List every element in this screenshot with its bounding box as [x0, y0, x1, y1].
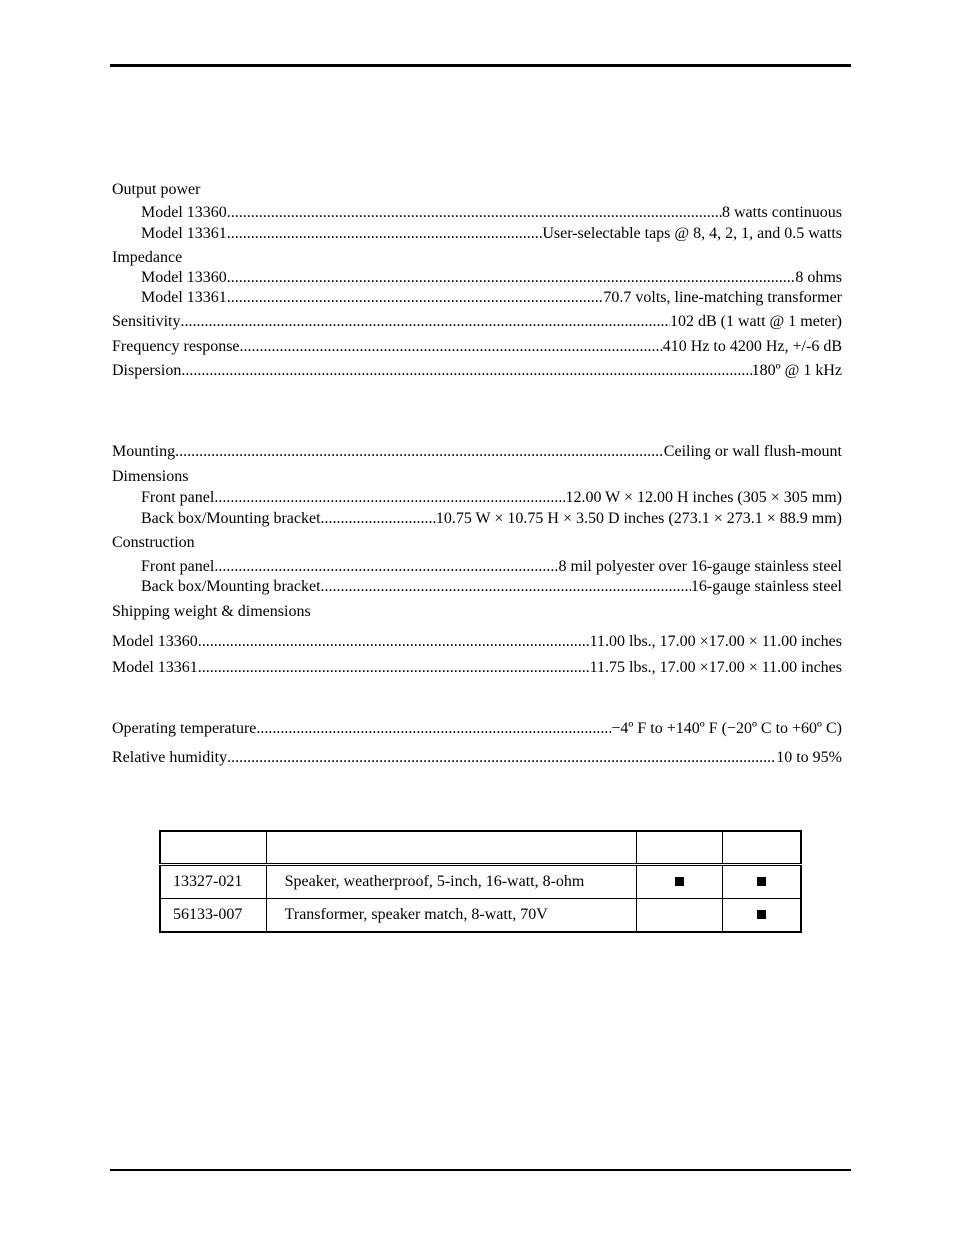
- table-header-row: [160, 831, 801, 865]
- spec-value: 10 to 95%: [776, 749, 842, 766]
- humidity-row: [112, 748, 842, 768]
- model-13361-cell: [722, 899, 801, 933]
- spec-value: 102 dB (1 watt @ 1 meter): [669, 313, 842, 330]
- spec-value: 10.75 W × 10.75 H × 3.50 D inches (273.1 × 273.1 × 88.9 mm): [435, 510, 842, 527]
- shipping-13361-row: [112, 658, 842, 678]
- spec-label: Operating temperature: [112, 720, 257, 737]
- part-number-cell: 56133-007: [160, 899, 266, 933]
- spec-value: 12.00 W × 12.00 H inches (305 × 305 mm): [565, 489, 842, 506]
- dot-leader: [227, 224, 543, 244]
- impedance-13360-row: [141, 268, 842, 288]
- spec-label: Front panel: [141, 489, 215, 506]
- spec-label: Dispersion: [112, 362, 182, 379]
- output-power-heading: Output power: [112, 181, 201, 198]
- spec-label: Back box/Mounting bracket: [141, 578, 321, 595]
- table-row: [160, 865, 801, 899]
- dot-leader: [240, 337, 663, 357]
- spec-value: 8 ohms: [795, 269, 842, 286]
- header-part-number: [160, 831, 266, 865]
- temperature-row: [112, 719, 842, 739]
- filled-square-icon: [757, 910, 766, 919]
- construction-heading: Construction: [112, 534, 195, 551]
- dot-leader: [227, 288, 604, 308]
- spec-label: Model 13360: [141, 269, 227, 286]
- model-13360-cell: [637, 899, 723, 933]
- dot-leader: [198, 632, 590, 652]
- spec-value: 16-gauge stainless steel: [690, 578, 842, 595]
- dot-leader: [180, 312, 670, 332]
- filled-square-icon: [675, 877, 684, 886]
- model-13360-cell: [637, 865, 723, 899]
- spec-value: 11.75 lbs., 17.00 ×17.00 × 11.00 inches: [589, 659, 842, 676]
- dot-leader: [321, 509, 436, 529]
- spec-value: 410 Hz to 4200 Hz, +/-6 dB: [662, 338, 842, 355]
- header-model-13361: [722, 831, 801, 865]
- description-cell: Transformer, speaker match, 8-watt, 70V: [266, 899, 636, 933]
- shipping-13360-row: [112, 632, 842, 652]
- dot-leader: [227, 268, 796, 288]
- construction-front-row: [141, 557, 842, 577]
- header-model-13360: [637, 831, 723, 865]
- header-description: [266, 831, 636, 865]
- spec-label: Model 13360: [141, 204, 227, 221]
- output-power-13361-row: [141, 224, 842, 244]
- spec-value: 8 mil polyester over 16-gauge stainless steel: [558, 558, 842, 575]
- construction-back-row: [141, 577, 842, 597]
- spec-value: 70.7 volts, line-matching transformer: [603, 289, 842, 306]
- impedance-13361-row: [141, 288, 842, 308]
- parts-table: [159, 830, 802, 933]
- dot-leader: [175, 442, 664, 462]
- spec-value: 11.00 lbs., 17.00 ×17.00 × 11.00 inches: [589, 633, 842, 650]
- dot-leader: [256, 719, 611, 739]
- dimensions-front-row: [141, 488, 842, 508]
- spec-label: Model 13361: [112, 659, 198, 676]
- spec-value: Ceiling or wall flush-mount: [663, 443, 842, 460]
- header-rule: [110, 64, 851, 67]
- shipping-heading: Shipping weight & dimensions: [112, 603, 311, 620]
- spec-label: Sensitivity: [112, 313, 181, 330]
- spec-value: 180º @ 1 kHz: [751, 362, 842, 379]
- dot-leader: [227, 203, 722, 223]
- sensitivity-row: [112, 312, 842, 332]
- impedance-heading: Impedance: [112, 249, 183, 266]
- model-13361-cell: [722, 865, 801, 899]
- mounting-row: [112, 442, 842, 462]
- output-power-13360-row: [141, 203, 842, 223]
- dimensions-heading: Dimensions: [112, 468, 189, 485]
- spec-label: Front panel: [141, 558, 215, 575]
- footer-rule: [110, 1169, 851, 1171]
- spec-label: Frequency response: [112, 338, 240, 355]
- dot-leader: [214, 488, 565, 508]
- spec-label: Model 13360: [112, 633, 198, 650]
- spec-value: −4º F to +140º F (−20º C to +60º C): [611, 720, 842, 737]
- spec-label: Relative humidity: [112, 749, 228, 766]
- spec-label: Back box/Mounting bracket: [141, 510, 321, 527]
- dot-leader: [181, 361, 751, 381]
- dispersion-row: [112, 361, 842, 381]
- dot-leader: [321, 577, 691, 597]
- spec-label: Model 13361: [141, 289, 227, 306]
- dimensions-back-row: [141, 509, 842, 529]
- dot-leader: [214, 557, 558, 577]
- table-row: [160, 899, 801, 933]
- description-cell: Speaker, weatherproof, 5-inch, 16-watt, 8-ohm: [266, 865, 636, 899]
- dot-leader: [227, 748, 776, 768]
- dot-leader: [198, 658, 590, 678]
- frequency-response-row: [112, 337, 842, 357]
- spec-value: 8 watts continuous: [722, 204, 842, 221]
- spec-label: Model 13361: [141, 225, 227, 242]
- part-number-cell: 13327-021: [160, 865, 266, 899]
- spec-value: User-selectable taps @ 8, 4, 2, 1, and 0.5 watts: [542, 225, 842, 242]
- spec-label: Mounting: [112, 443, 176, 460]
- filled-square-icon: [757, 877, 766, 886]
